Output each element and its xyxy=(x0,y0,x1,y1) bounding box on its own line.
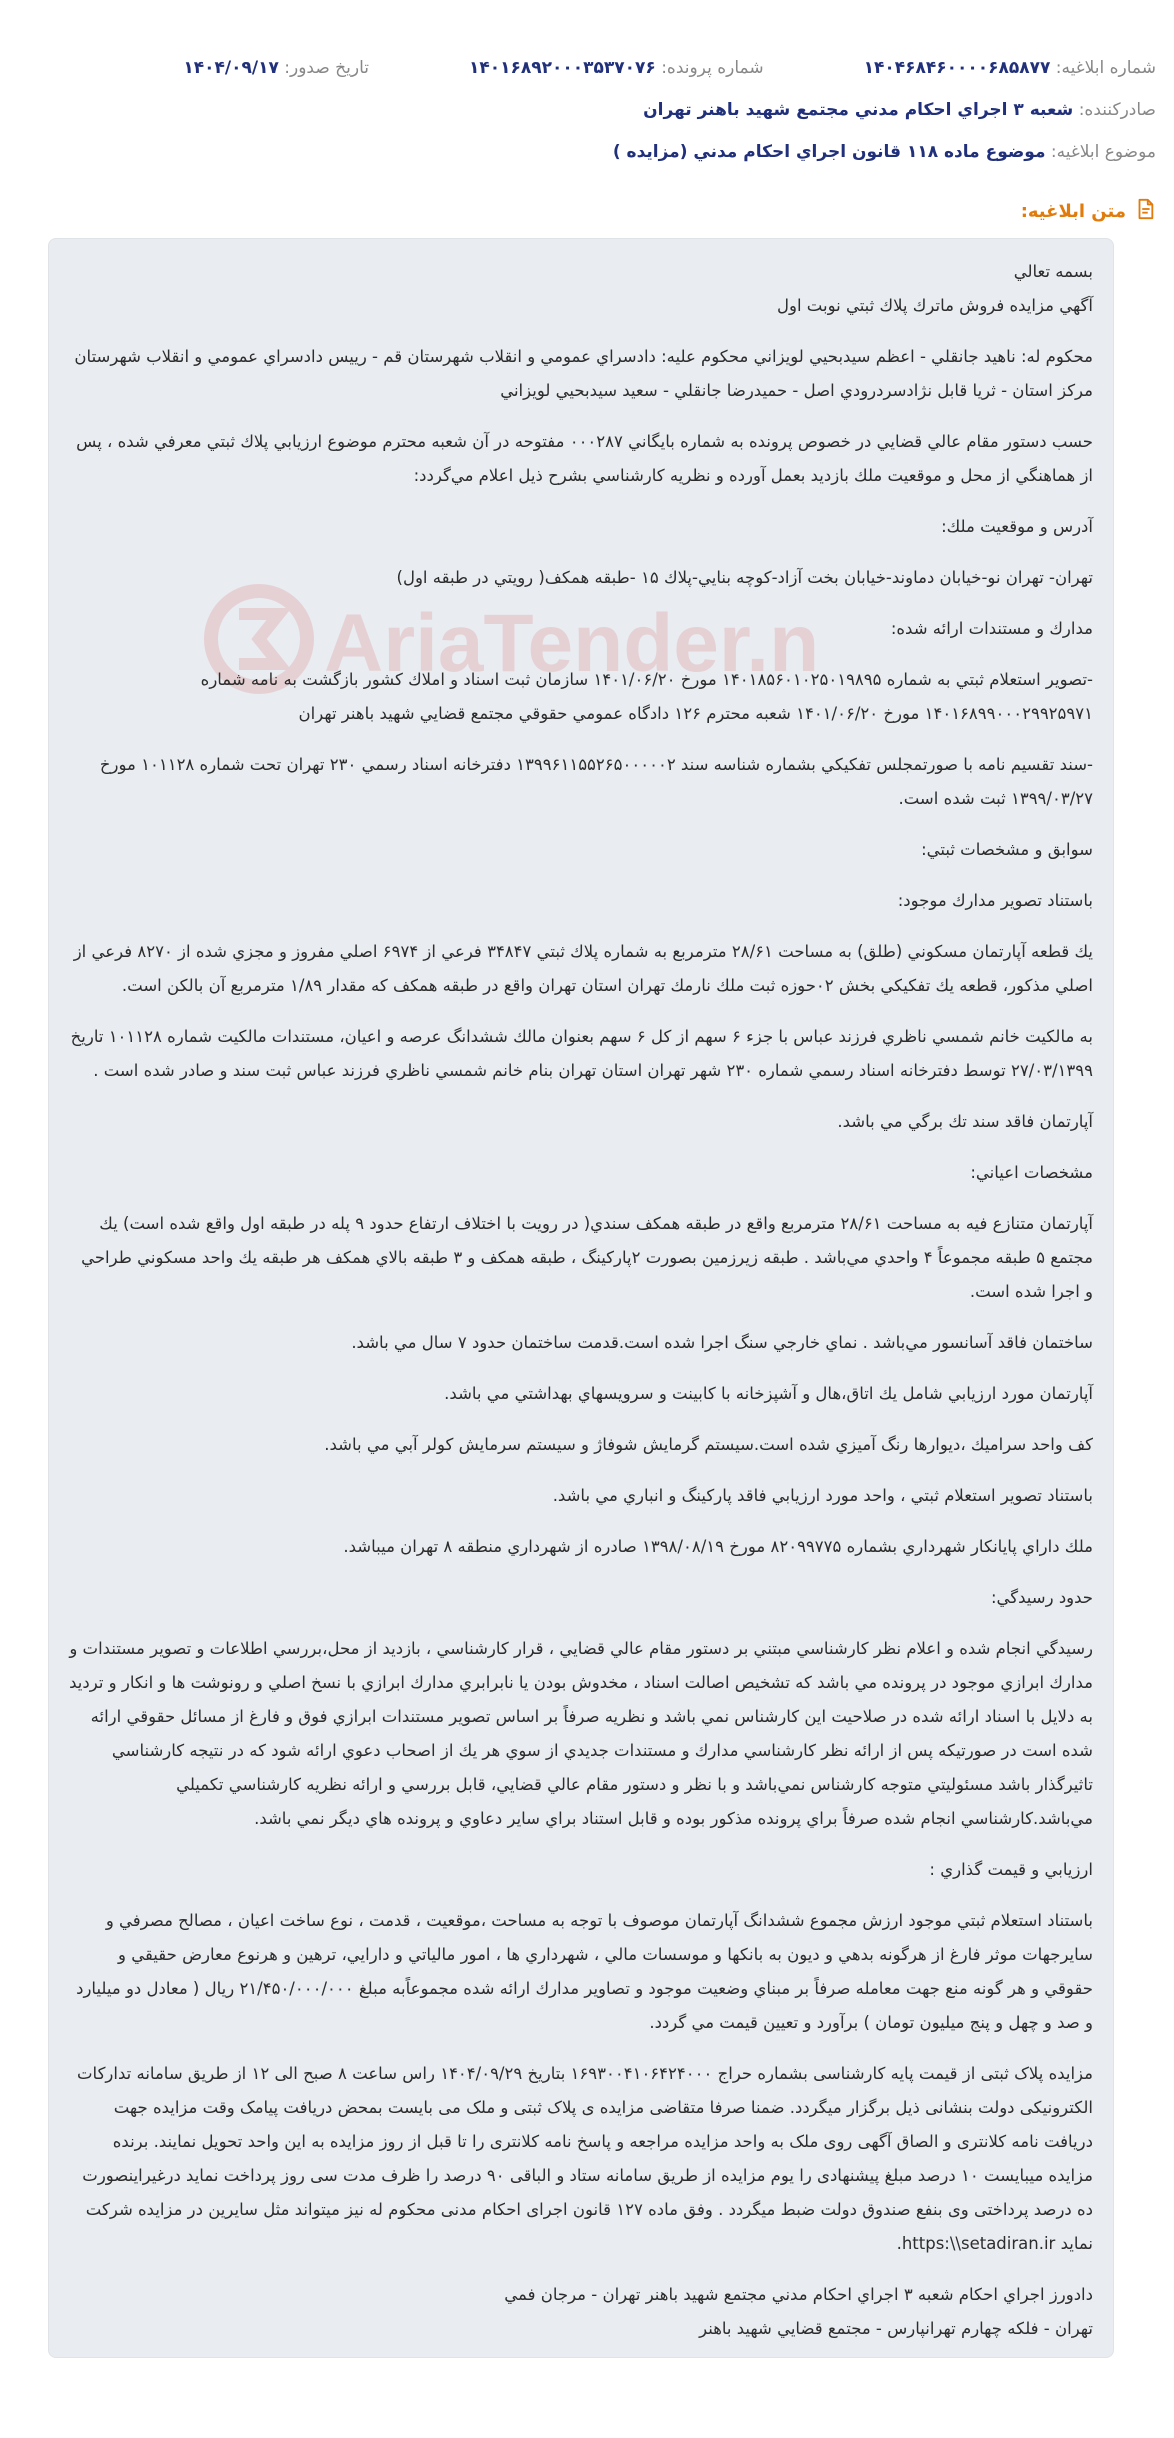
paragraph: به مالكيت خانم شمسي ناظري فرزند عباس با جزء ۶ سهم از كل ۶ سهم بعنوان مالك ششدانگ عرصه و اعيان، مستندات مالكيت شماره ۱۰۱۱۲۸ تاريخ ۲۷/۰۳/۱۳۹۹ توسط دفترخانه اسناد رسمي شماره ۲۳۰ شهر تهران استان تهران بنام خانم شمسي ناظري فرزند عباس ثبت سند و صادر شده است . xyxy=(70,1027,1093,1080)
paragraph: بسمه تعالي xyxy=(1013,262,1093,281)
subject-row xyxy=(60,142,1156,162)
paragraph: ملك داراي پايانكار شهرداري بشماره ۸۲۰۹۹۷۷۵ مورخ ۱۳۹۸/۰۸/۱۹ صادره از شهرداري منطقه ۸ تهران ميباشد. xyxy=(343,1537,1093,1556)
paragraph: مدارك و مستندات ارائه شده: xyxy=(890,619,1093,638)
case-number-value: ۱۴۰۱۶۸۹۲۰۰۰۳۵۳۷۰۷۶ xyxy=(469,58,656,78)
paragraph: حدود رسيدگي: xyxy=(990,1588,1093,1607)
watermark-text: AriaTender.n xyxy=(324,598,819,689)
paragraph: باستناد تصوير استعلام ثبتي ، واحد مورد ارزيابي فاقد پاركينگ و انباري مي باشد. xyxy=(552,1486,1093,1505)
case-number xyxy=(469,58,764,78)
paragraph: آدرس و موقعيت ملك: xyxy=(941,517,1093,536)
paragraph: محكوم له: ناهيد جانقلي - اعظم سيدبحيي لويزاني محكوم عليه: دادسراي عمومي و انقلاب شهرستان قم - رييس دادسراي عمومي و انقلاب شهرستان مركز استان - ثريا قابل نژادسردرودي اصل - حميدرضا جانقلي - سعيد سيدبحيي لويزاني xyxy=(74,347,1093,400)
document-icon xyxy=(1134,198,1156,224)
notice-meta-row xyxy=(60,58,1156,78)
issue-date xyxy=(183,58,369,78)
paragraph: آگهي مزايده فروش ماترك پلاك ثبتي نوبت اول xyxy=(777,296,1093,315)
paragraph: آپارتمان متنازع فيه به مساحت ۲۸/۶۱ مترمربع واقع در طبقه همكف سندي( در رويت با اختلاف ارتفاع حدود ۹ پله در طبقه اول واقع شده است) يك مجتمع ۵ طبقه مجموعاً ۴ واحدي مي‌باشد . طبقه زيرزمين بصورت ۲پاركينگ ، طبقه همكف و ۳ طبقه بالاي همكف هر طبقه يك واحد مسكوني طراحي و اجرا شده است. xyxy=(81,1214,1093,1301)
paragraph: -تصوير استعلام ثبتي به شماره ۱۴۰۱۸۵۶۰۱۰۲۵۰۱۹۸۹۵ مورخ ۱۴۰۱/۰۶/۲۰ سازمان ثبت اسناد و املاك كشور بازگشت به نامه شماره ۱۴۰۱۶۸۹۹۰۰۰۲۹۹۲۵۹۷۱ مورخ ۱۴۰۱/۰۶/۲۰ شعبه محترم ۱۲۶ دادگاه عمومي حقوقي مجتمع قضايي شهيد باهنر تهران xyxy=(200,670,1093,723)
issuer-row xyxy=(60,100,1156,120)
paragraph: باستناد استعلام ثبتي موجود ارزش مجموع ششدانگ آپارتمان موصوف با توجه به مساحت ،موقعيت ، قدمت ، نوع ساخت اعيان ، مصالح مصرفي و سايرجهات موثر فارغ از هرگونه بدهي و ديون به بانكها و موسسات مالي ، شهرداري ها ، امور مالياتي و دارايي، ترهين و هرنوع معارض حقيقي و حقوقي و هر گونه منع جهت معامله صرفاً بر مبناي وضعيت موجود و تصاوير مدارك ارائه شده مجموعاًبه مبلغ ۲۱/۴۵۰/۰۰۰/۰۰۰ ريال ( معادل دو ميليارد و صد و چهل و پنج ميليون تومان ) برآورد و تعيين قيمت مي گردد. xyxy=(76,1911,1093,2032)
issuer-label: صادرکننده: xyxy=(1078,100,1156,120)
paragraph: كف واحد سراميك ،ديوارها رنگ آميزي شده است.سيستم گرمايش شوفاژ و سيستم سرمايش كولر آبي مي باشد. xyxy=(324,1435,1093,1454)
subject-label: موضوع ابلاغيه: xyxy=(1050,142,1156,162)
paragraph: حسب دستور مقام عالي قضايي در خصوص پرونده به شماره بايگاني ۰۰۰۲۸۷ مفتوحه در آن شعبه محترم موضوع ارزيابي پلاك ثبتي معرفي شده ، پس از هماهنگي از محل و موقعيت ملك بازديد بعمل آورده و نظريه كارشناسي بشرح ذيل اعلام مي‌گردد: xyxy=(76,432,1093,485)
paragraph: ارزيابي و قيمت گذاري : xyxy=(929,1860,1093,1879)
issuer-value: شعبه ۳ اجراي احكام مدني مجتمع شهيد باهنر تهران xyxy=(643,100,1074,120)
subject-value: موضوع ماده ۱۱۸ قانون اجراي احكام مدني (مزايده ) xyxy=(612,142,1046,162)
paragraph: تهران - فلكه چهارم تهرانپارس - مجتمع قضايي شهيد باهنر xyxy=(699,2319,1093,2338)
paragraph: آپارتمان فاقد سند تك برگي مي باشد. xyxy=(837,1112,1093,1131)
paragraph: رسيدگي انجام شده و اعلام نظر كارشناسي مبتني بر دستور مقام عالي قضايي ، قرار كارشناسي ، بازديد از محل،بررسي اطلاعات و تصوير مستندات و مدارك ابرازي موجود در پرونده مي باشد كه تشخيص اصالت اسناد ، مخدوش بودن يا نابرابري مدارك ابرازي با نسخ اصلي و رونوشت ها و انكار و ترديد به دلايل با اسناد ارائه شده در صلاحيت اين كارشناس نمي باشد و نظريه صرفاً بر اساس تصوير مستندات ابرازي فوق و فارغ از مسائل حقوقي ارائه شده است در صورتيكه پس از ارائه نظر كارشناسي مدارك و مستندات جديدي از سوي هر يك از اصحاب دعوي ارائه شود كه در نتيجه كارشناسي تاثيرگذار باشد مسئوليتي متوجه كارشناس نمي‌باشد و با نظر و دستور مقام عالي قضايي، قابل بررسي و ارائه نظريه كارشناسي تكميلي مي‌باشد.كارشناسي انجام شده صرفاً براي پرونده مذكور بوده و قابل استناد براي ساير دعاوي و پرونده هاي ديگر نمي باشد. xyxy=(69,1639,1093,1828)
notice-number-label: شماره ابلاغيه: xyxy=(1055,58,1156,78)
paragraph: سوابق و مشخصات ثبتي: xyxy=(921,840,1093,859)
paragraph: آپارتمان مورد ارزيابي شامل يك اتاق،هال و آشپزخانه با كابينت و سرويسهاي بهداشتي مي باشد. xyxy=(444,1384,1093,1403)
paragraph: مشخصات اعياني: xyxy=(970,1163,1093,1182)
paragraph: مزايده پلاک ثبتی از قیمت پایه کارشناسی بشماره حراج ۱۶۹‬‬۳۰۰۴۱۰۶۴۲۴۰۰۰ بتاریخ ۱۴۰۴/۰۹/۲۹ راس ساعت ۸ صبح الی ۱۲ از طریق سامانه تدارکات الکترونیکی دولت بنشانی ذیل برگزار میگردد. ضمنا صرفا متقاضی مزایده ی پلاک ثبتی و ملک می بایست بمحض دریافت پیامک وقت مزایده جهت دریافت نامه کلانتری و الصاق آگهی روی ملک به واحد مزایده مراجعه و پاسخ نامه کلانتری را تا قبل از روز مزایده به این واحد تحویل نمایند. برنده مزایده میبایست ۱۰ درصد مبلغ پیشنهادی را یوم مزایده از طریق سامانه ستاد و الباقی ۹۰ درصد را ظرف مدت سی روز پرداخت نماید درغیراینصورت ده درصد پرداختی وی بنفع صندوق دولت ضبط میگردد . وفق ماده ۱۲۷ قانون اجرای احکام مدنی محکوم له نیز میتواند مثل سایرین در مزایده شرکت نماید https:\\setadiran.ir. xyxy=(77,2064,1093,2253)
paragraph: باستناد تصوير مدارك موجود: xyxy=(897,891,1093,910)
paragraph: تهران- تهران نو-خيابان دماوند-خيابان بخت آزاد-كوچه بنايي-پلاك ۱۵ -طبقه همكف( رويتي در طبقه اول) xyxy=(396,568,1093,587)
notice-number xyxy=(864,58,1156,78)
notice-body xyxy=(48,238,1114,2358)
issue-date-label: تاريخ صدور: xyxy=(284,58,369,78)
paragraph: دادورز اجراي احكام شعبه ۳ اجراي احكام مدني مجتمع شهيد باهنر تهران - مرجان فمي xyxy=(504,2285,1093,2304)
notice-text-label: متن ابلاغيه: xyxy=(1020,200,1126,222)
case-number-label: شماره پرونده: xyxy=(661,58,764,78)
issue-date-value: ۱۴۰۴/۰۹/۱۷ xyxy=(183,58,279,78)
paragraph: ساختمان فاقد آسانسور مي‌باشد . نماي خارجي سنگ اجرا شده است.قدمت ساختمان حدود ۷ سال مي باشد. xyxy=(351,1333,1093,1352)
paragraph: -سند تقسيم نامه با صورتمجلس تفكيكي بشماره شناسه سند ۱۳۹۹۶۱۱۵۵۲۶۵۰۰۰۰۰۲ دفترخانه اسناد رسمي ۲۳۰ تهران تحت شماره ۱۰۱۱۲۸ مورخ ۱۳۹۹/۰۳/۲۷ ثبت شده است. xyxy=(99,755,1093,808)
notice-number-value: ۱۴۰۴۶۸۴۶۰۰۰۰۶۸۵۸۷۷ xyxy=(863,58,1051,78)
paragraph: يك قطعه آپارتمان مسكوني (طلق) به مساحت ۲۸/۶۱ مترمربع به شماره پلاك ثبتي ۳۴۸۴۷ فرعي از ۶۹۷۴ اصلي مفروز و مجزي شده از ۸۲۷۰ فرعي از اصلي مذكور، قطعه يك تفكيكي بخش ۰۲حوزه ثبت ملك نارمك تهران استان تهران واقع در طبقه همكف كه مقدار ۱/۸۹ مترمربع آن بالكن است. xyxy=(73,942,1093,995)
notice-text-heading xyxy=(1021,198,1156,224)
